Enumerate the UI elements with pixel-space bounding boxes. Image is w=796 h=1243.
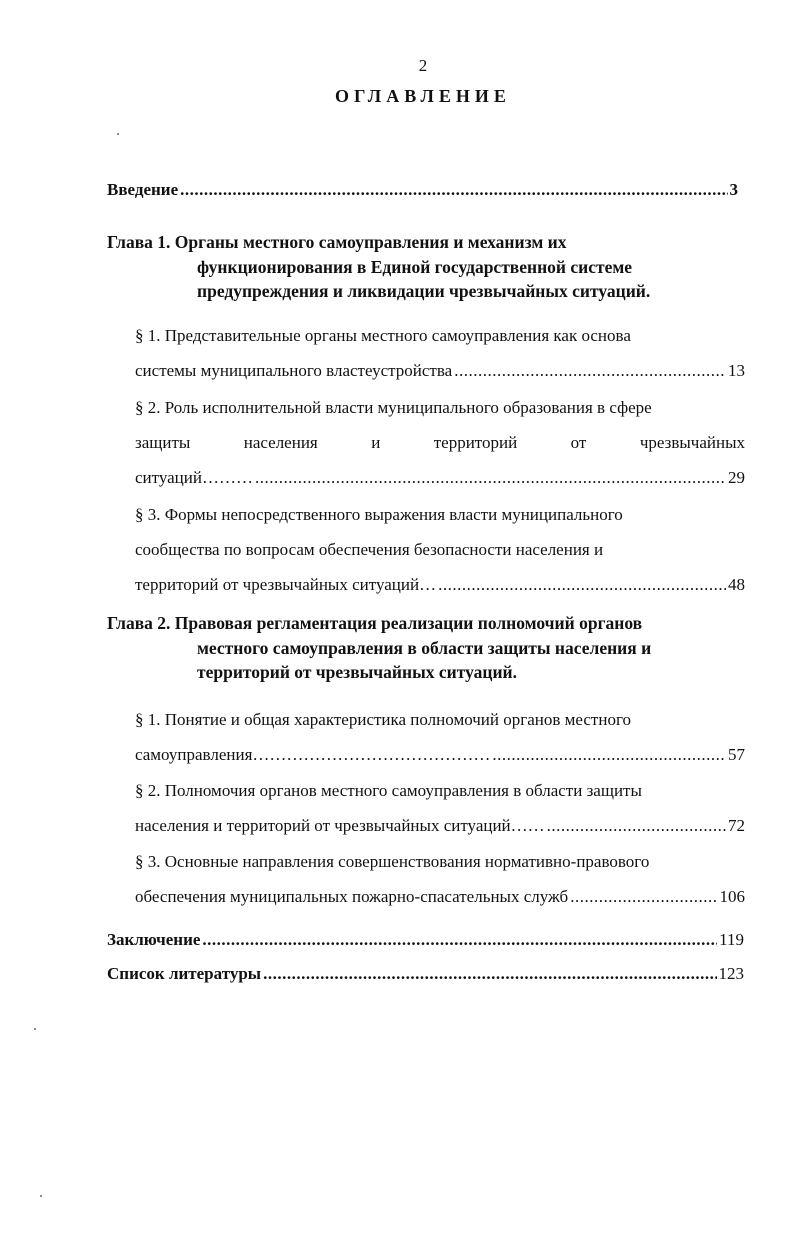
section-last-line: населения и территорий от чрезвычайных ситуаций…… <box>135 816 545 835</box>
page-number: 2 <box>418 56 428 75</box>
leader-dots <box>263 964 716 984</box>
section-justified-line <box>135 425 745 460</box>
word: от <box>570 433 587 452</box>
word: защиты <box>135 433 191 452</box>
section-page: 72 <box>728 816 745 835</box>
section-text-line: § 3. Формы непосредственного выражения власти муниципального <box>135 505 623 524</box>
leader-dots <box>454 353 726 388</box>
toc-section-1-1[interactable] <box>135 318 745 388</box>
word: и <box>371 433 381 452</box>
page-title: ОГЛАВЛЕНИЕ <box>335 86 511 106</box>
section-page: 13 <box>728 361 745 380</box>
section-page: 57 <box>728 745 745 764</box>
section-last-line: самоуправления…………………………………… <box>135 745 491 764</box>
leader-dots <box>438 567 726 602</box>
section-page: 48 <box>728 575 745 594</box>
chapter-2-line <box>107 611 747 636</box>
leader-dots <box>255 460 726 495</box>
toc-section-2-1[interactable] <box>135 702 745 772</box>
chapter-1-line: предупреждения и ликвидации чрезвычайных ситуаций. <box>197 281 651 301</box>
section-text-line: § 2. Полномочия органов местного самоуправления в области защиты <box>135 781 642 800</box>
chapter-2-line: местного самоуправления в области защиты населения и <box>197 637 652 658</box>
toc-section-2-3[interactable] <box>135 844 745 914</box>
section-last-line: системы муниципального властеустройства <box>135 361 453 380</box>
chapter-1-line: функционирования в Единой государственной системе <box>197 256 633 277</box>
toc-intro-page: 3 <box>729 180 738 199</box>
word: населения <box>243 433 318 452</box>
leader-dots <box>570 879 717 914</box>
toc-entry-references[interactable] <box>107 964 744 984</box>
section-text-line: § 1. Представительные органы местного самоуправления как основа <box>135 326 631 345</box>
section-page: 106 <box>719 887 745 906</box>
section-text-line: § 2. Роль исполнительной власти муниципального образования в сфере <box>135 398 652 417</box>
toc-chapter-2-heading[interactable] <box>107 611 747 685</box>
word: территорий <box>433 433 518 452</box>
toc-chapter-1-heading[interactable] <box>107 230 707 304</box>
scan-speck <box>117 133 119 135</box>
toc-section-1-2[interactable] <box>135 390 745 495</box>
toc-references-page: 123 <box>718 964 744 983</box>
chapter-2-line-text: Глава 2. Правовая регламентация реализации полномочий органов <box>107 613 643 633</box>
toc-intro-label: Введение <box>107 180 179 199</box>
toc-entry-conclusion[interactable] <box>107 930 744 950</box>
scan-speck <box>34 1028 36 1030</box>
section-text-line: сообщества по вопросам обеспечения безопасности населения и <box>135 540 604 559</box>
section-text-line: § 1. Понятие и общая характеристика полномочий органов местного <box>135 710 631 729</box>
toc-conclusion-page: 119 <box>719 930 744 949</box>
scan-speck <box>40 1195 42 1197</box>
toc-conclusion-label: Заключение <box>107 930 201 949</box>
toc-entry-intro[interactable] <box>107 180 738 200</box>
toc-section-1-3[interactable] <box>135 497 745 602</box>
section-last-line: обеспечения муниципальных пожарно-спасательных служб <box>135 887 569 906</box>
section-last-line: ситуаций……… <box>135 468 253 487</box>
chapter-1-line: Глава 1. Органы местного самоуправления и механизм их <box>107 232 567 252</box>
leader-dots <box>202 930 717 950</box>
chapter-2-line: территорий от чрезвычайных ситуаций. <box>197 662 517 682</box>
word: чрезвычайных <box>639 433 745 452</box>
leader-dots <box>180 180 727 200</box>
leader-dots <box>547 808 726 843</box>
section-page: 29 <box>728 468 745 487</box>
section-text-line: § 3. Основные направления совершенствования нормативно-правового <box>135 852 650 871</box>
section-last-line: территорий от чрезвычайных ситуаций… <box>135 575 437 594</box>
leader-dots <box>492 737 726 772</box>
toc-section-2-2[interactable] <box>135 773 745 843</box>
toc-references-label: Список литературы <box>107 964 262 983</box>
